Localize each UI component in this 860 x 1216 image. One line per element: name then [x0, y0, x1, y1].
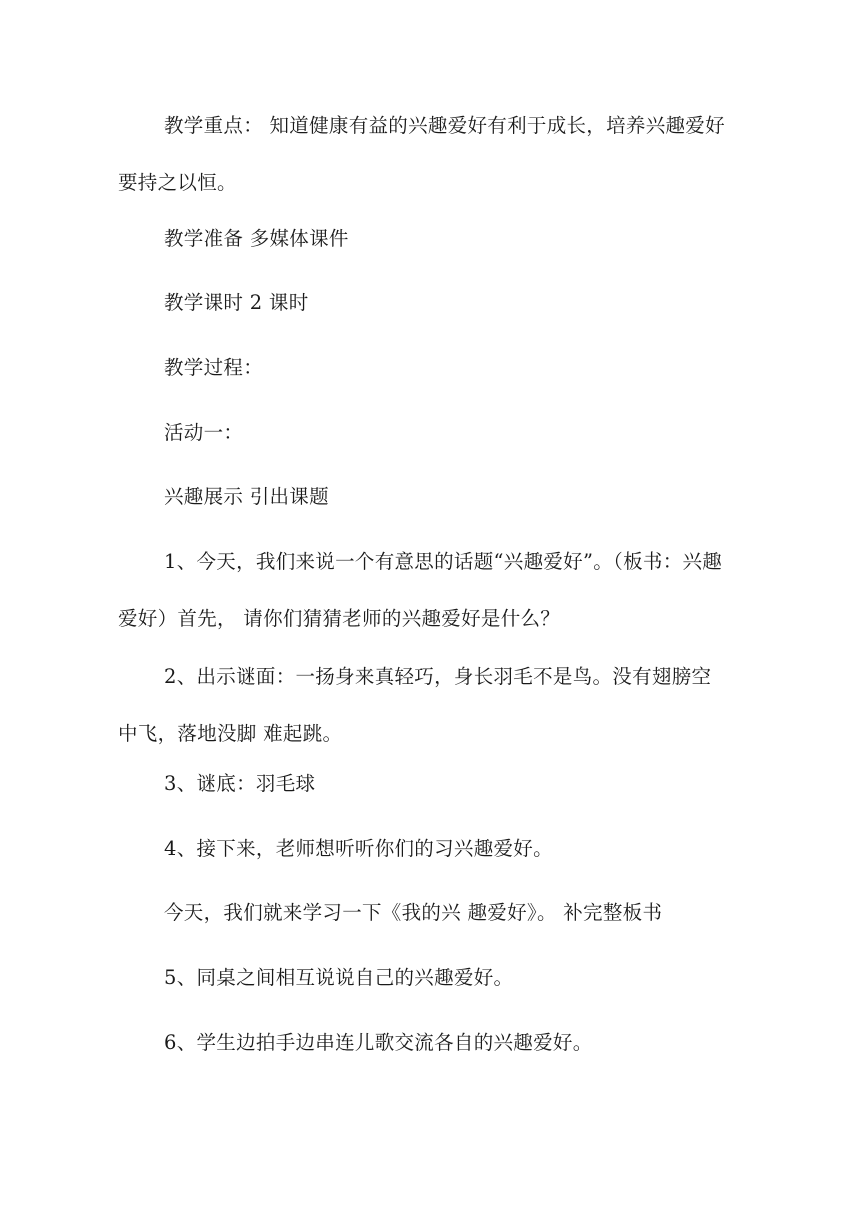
- paragraph-step-5: 5、同桌之间相互说说自己的兴趣爱好。: [164, 966, 514, 989]
- paragraph-teaching-hours: 教学课时 2 课时: [164, 291, 309, 314]
- paragraph-step-4: 4、接下来，老师想听听你们的习兴趣爱好。: [164, 837, 553, 860]
- paragraph-today-lesson: 今天，我们就来学习一下《我的兴 趣爱好》。 补完整板书: [164, 901, 663, 924]
- paragraph-step-2: 2、出示谜面：一扬身来真轻巧，身长羽毛不是鸟。没有翅膀空中飞，落地没脚 难起跳。: [118, 665, 712, 745]
- paragraph-teaching-focus: 教学重点： 知道健康有益的兴趣爱好有利于成长，培养兴趣爱好要持之以恒。: [118, 114, 725, 194]
- paragraph-teaching-process: 教学过程：: [164, 356, 264, 379]
- paragraph-interest-showcase: 兴趣展示 引出课题: [164, 485, 329, 508]
- paragraph-teaching-preparation: 教学准备 多媒体课件: [164, 227, 349, 250]
- paragraph-step-1: 1、今天，我们来说一个有意思的话题“兴趣爱好”。（板书：兴趣爱好）首先， 请你们猜猜老师的兴趣爱好是什么？: [118, 550, 723, 630]
- paragraph-activity-one: 活动一：: [164, 421, 244, 444]
- paragraph-step-3: 3、谜底：羽毛球: [164, 772, 316, 795]
- paragraph-step-6: 6、学生边拍手边串连儿歌交流各自的兴趣爱好。: [164, 1031, 593, 1054]
